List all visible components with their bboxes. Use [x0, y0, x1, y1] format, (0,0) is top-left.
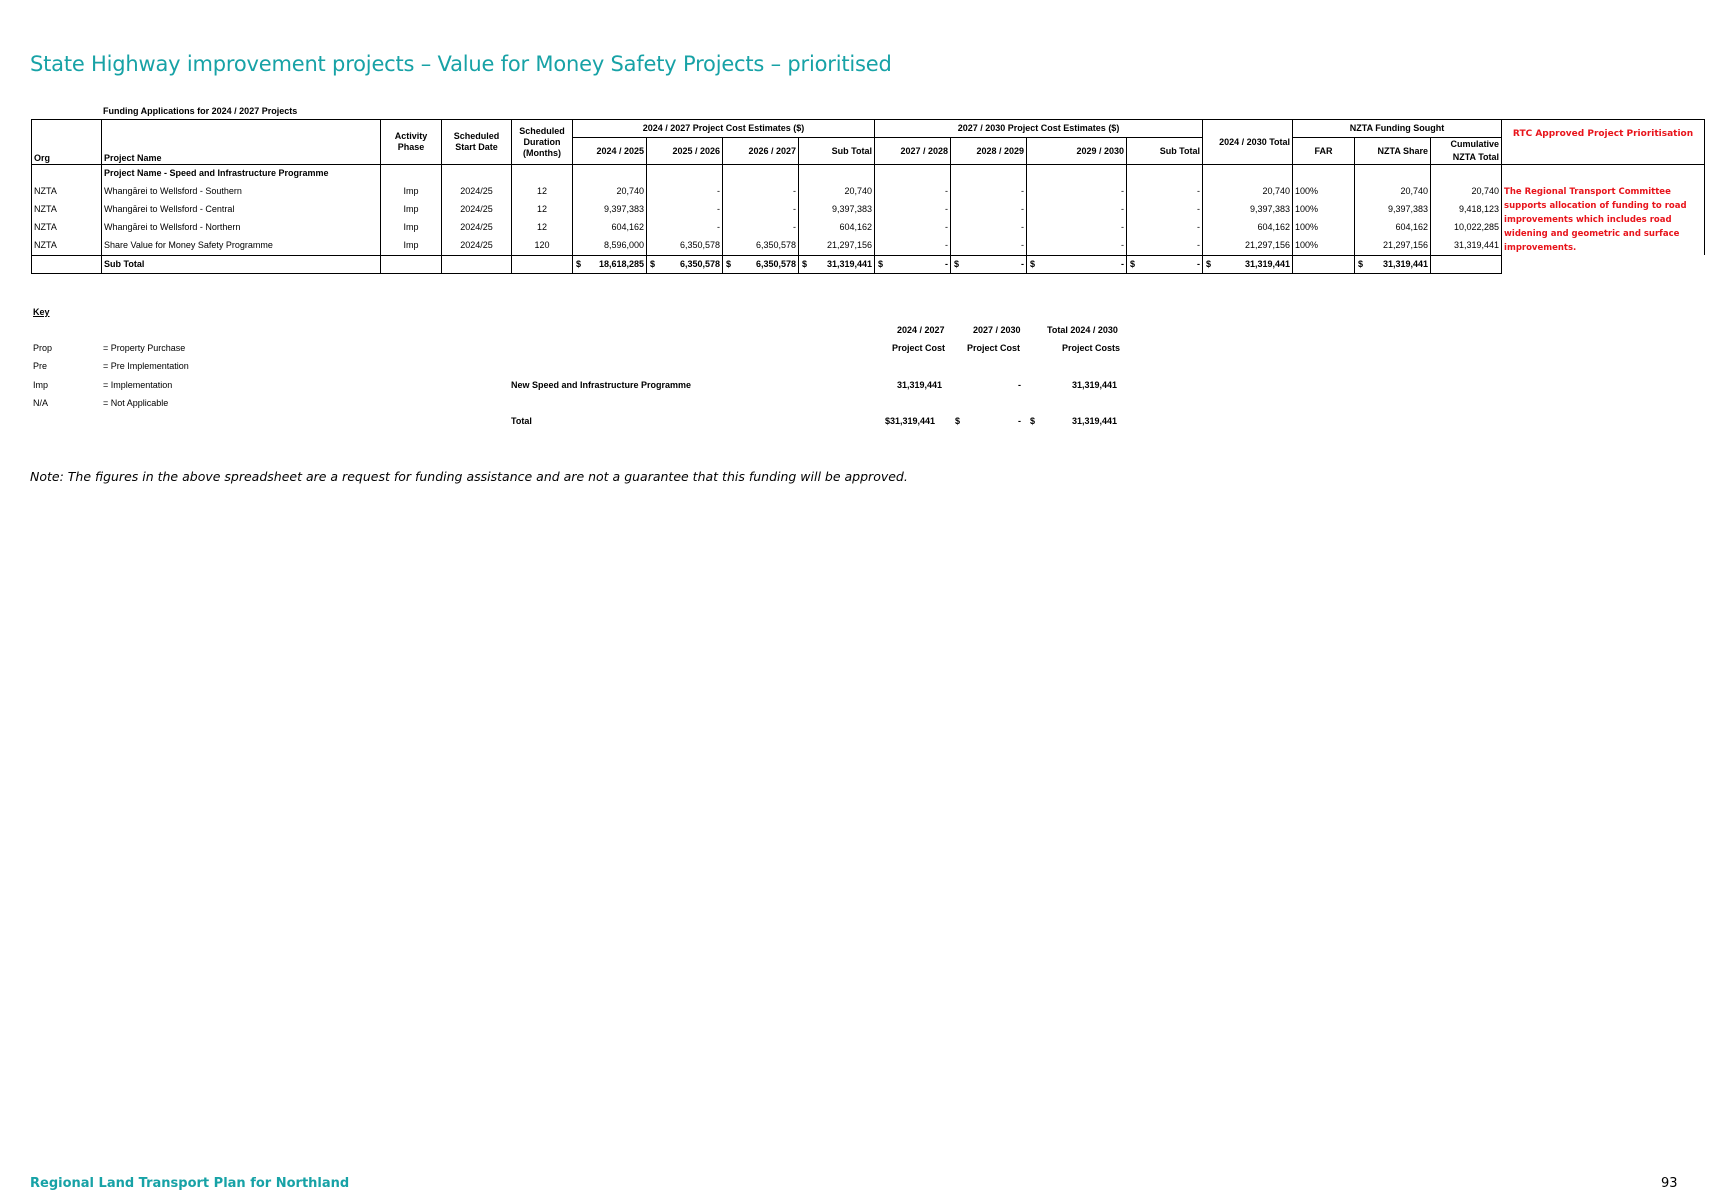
cell-subtotal-b: -: [1127, 183, 1203, 201]
cell-y2526: -: [647, 201, 723, 219]
section-label: Project Name - Speed and Infrastructure Programme: [102, 165, 381, 183]
summary-total-c2-currency: $: [955, 416, 961, 426]
header-far: FAR: [1293, 138, 1355, 165]
cell-y2930: -: [1027, 201, 1127, 219]
subtotal-y2627: $ 6,350,578: [723, 255, 799, 273]
cell-subtotal-b: -: [1127, 237, 1203, 255]
subtotal-total: $ 31,319,441: [1203, 255, 1293, 273]
key-desc: = Not Applicable: [103, 398, 169, 408]
cell-y2425: 8,596,000: [573, 237, 647, 255]
subtotal-y2425: $ 18,618,285: [573, 255, 647, 273]
cell-project-name: Whangārei to Wellsford - Central: [102, 201, 381, 219]
cell-y2829: -: [951, 219, 1027, 237]
cell-total: 21,297,156: [1203, 237, 1293, 255]
cell-project-name: Whangārei to Wellsford - Northern: [102, 219, 381, 237]
summary-total-c3-currency: $: [1030, 416, 1036, 426]
summary-row-label: New Speed and Infrastructure Programme: [511, 380, 692, 390]
cell-y2930: -: [1027, 219, 1127, 237]
cell-duration: 120: [512, 237, 573, 255]
header-subtotal-a: Sub Total: [799, 138, 875, 165]
cell-y2728: -: [875, 201, 951, 219]
subtotal-y2728: $ -: [875, 255, 951, 273]
key-code: N/A: [33, 398, 49, 408]
summary-total-c1: $31,319,441: [885, 416, 936, 426]
currency-symbol: $: [576, 258, 582, 269]
cell-y2728: -: [875, 219, 951, 237]
table-row: [32, 237, 1705, 255]
cell-y2425: 20,740: [573, 183, 647, 201]
currency-symbol: $: [802, 258, 808, 269]
summary-col1-bottom: Project Cost: [892, 343, 946, 353]
cell-total: 604,162: [1203, 219, 1293, 237]
cell-start: 2024/25: [442, 237, 512, 255]
cell-y2930: -: [1027, 237, 1127, 255]
cell-y2930: -: [1027, 183, 1127, 201]
key-desc: = Pre Implementation: [103, 361, 189, 371]
table-row: [32, 219, 1705, 237]
cell-y2829: -: [951, 237, 1027, 255]
cell-duration: 12: [512, 201, 573, 219]
currency-symbol: $: [1358, 258, 1364, 269]
cell-subtotal-a: 21,297,156: [799, 237, 875, 255]
cell-far: 100%: [1293, 237, 1355, 255]
cell-org: NZTA: [32, 219, 102, 237]
header-y2028-2029: 2028 / 2029: [951, 138, 1027, 165]
cell-share: 9,397,383: [1355, 201, 1431, 219]
header-y2029-2030: 2029 / 2030: [1027, 138, 1127, 165]
cell-start: 2024/25: [442, 183, 512, 201]
table-row: [32, 183, 1705, 201]
header-group-2027-2030: 2027 / 2030 Project Cost Estimates ($): [875, 120, 1203, 138]
cell-y2425: 9,397,383: [573, 201, 647, 219]
cell-phase: Imp: [381, 183, 442, 201]
cell-subtotal-b: -: [1127, 219, 1203, 237]
cell-y2526: 6,350,578: [647, 237, 723, 255]
section-row: [32, 165, 1705, 183]
cell-share: 604,162: [1355, 219, 1431, 237]
key-title: Key: [33, 307, 50, 317]
cell-org: NZTA: [32, 201, 102, 219]
cell-y2728: -: [875, 237, 951, 255]
header-start-date: Scheduled Start Date: [442, 120, 512, 165]
header-y2024-2025: 2024 / 2025: [573, 138, 647, 165]
cell-y2829: -: [951, 183, 1027, 201]
cell-far: 100%: [1293, 201, 1355, 219]
cell-far: 100%: [1293, 183, 1355, 201]
summary-total-c3: 31,319,441: [1072, 416, 1118, 426]
summary-row-c3: 31,319,441: [1072, 380, 1118, 390]
currency-symbol: $: [878, 258, 884, 269]
cell-org: NZTA: [32, 237, 102, 255]
header-subtotal-b: Sub Total: [1127, 138, 1203, 165]
cell-project-name: Whangārei to Wellsford - Southern: [102, 183, 381, 201]
cell-y2627: -: [723, 219, 799, 237]
key-desc: = Implementation: [103, 380, 173, 390]
cell-y2627: -: [723, 183, 799, 201]
header-org: Org: [32, 120, 102, 165]
page-title: State Highway improvement projects – Value for Money Safety Projects – prioritised: [30, 52, 892, 76]
subtotal-y2526: $ 6,350,578: [647, 255, 723, 273]
subtotal-y2930: $ -: [1027, 255, 1127, 273]
subtotal-sub-b: $ -: [1127, 255, 1203, 273]
cell-y2425: 604,162: [573, 219, 647, 237]
summary-col2-bottom: Project Cost: [967, 343, 1021, 353]
summary-col3-top: Total 2024 / 2030: [1047, 325, 1118, 335]
header-nzta-share: NZTA Share: [1355, 138, 1431, 165]
cell-far: 100%: [1293, 219, 1355, 237]
header-activity-phase: Activity Phase: [381, 120, 442, 165]
currency-symbol: $: [650, 258, 656, 269]
cell-project-name: Share Value for Money Safety Programme: [102, 237, 381, 255]
header-y2027-2028: 2027 / 2028: [875, 138, 951, 165]
key-desc: = Property Purchase: [103, 343, 186, 353]
cell-org: NZTA: [32, 183, 102, 201]
cell-y2627: 6,350,578: [723, 237, 799, 255]
currency-symbol: $: [1206, 258, 1212, 269]
cell-y2829: -: [951, 201, 1027, 219]
summary-col3-bottom: Project Costs: [1062, 343, 1121, 353]
summary-row-c2: -: [1018, 380, 1021, 390]
rtc-note: The Regional Transport Committee supports allocation of funding to road improvements which includes road widening and geometric and surface improvements.: [1502, 165, 1705, 256]
summary-col2-top: 2027 / 2030: [973, 325, 1021, 335]
cell-duration: 12: [512, 219, 573, 237]
currency-symbol: $: [726, 258, 732, 269]
summary-total-c2: -: [1018, 416, 1021, 426]
summary-col1-top: 2024 / 2027: [897, 325, 945, 335]
header-total-2024-2030: 2024 / 2030 Total: [1203, 120, 1293, 165]
header-cumulative: Cumulative NZTA Total: [1431, 138, 1502, 165]
summary-row-c1: 31,319,441: [897, 380, 943, 390]
cell-cumulative: 31,319,441: [1431, 237, 1502, 255]
currency-symbol: $: [1030, 258, 1036, 269]
currency-symbol: $: [1130, 258, 1136, 269]
cell-y2728: -: [875, 183, 951, 201]
header-group-nzta: NZTA Funding Sought: [1293, 120, 1502, 138]
header-project-name: Project Name: [102, 120, 381, 165]
cell-cumulative: 20,740: [1431, 183, 1502, 201]
cell-y2627: -: [723, 201, 799, 219]
cell-y2526: -: [647, 219, 723, 237]
subtotal-share: $ 31,319,441: [1355, 255, 1431, 273]
cell-phase: Imp: [381, 201, 442, 219]
funding-table: [31, 119, 1705, 274]
cell-cumulative: 10,022,285: [1431, 219, 1502, 237]
cell-y2526: -: [647, 183, 723, 201]
key-code: Pre: [33, 361, 48, 371]
key-code: Imp: [33, 380, 49, 390]
header-y2025-2026: 2025 / 2026: [647, 138, 723, 165]
table-caption: Funding Applications for 2024 / 2027 Projects: [103, 106, 298, 116]
cell-total: 9,397,383: [1203, 201, 1293, 219]
cell-subtotal-a: 604,162: [799, 219, 875, 237]
header-group-2024-2027: 2024 / 2027 Project Cost Estimates ($): [573, 120, 875, 138]
subtotal-row: [32, 255, 1705, 273]
key-code: Prop: [33, 343, 53, 353]
currency-symbol: $: [954, 258, 960, 269]
header-y2026-2027: 2026 / 2027: [723, 138, 799, 165]
table-row: [32, 201, 1705, 219]
cell-subtotal-a: 20,740: [799, 183, 875, 201]
cell-total: 20,740: [1203, 183, 1293, 201]
header-rtc: RTC Approved Project Prioritisation: [1502, 120, 1705, 165]
header-duration: Scheduled Duration (Months): [512, 120, 573, 165]
cell-cumulative: 9,418,123: [1431, 201, 1502, 219]
cell-share: 20,740: [1355, 183, 1431, 201]
cell-start: 2024/25: [442, 201, 512, 219]
header-group-row: [32, 120, 1705, 138]
subtotal-y2829: $ -: [951, 255, 1027, 273]
summary-total-label: Total: [511, 416, 532, 426]
subtotal-sub-a: $ 31,319,441: [799, 255, 875, 273]
cell-duration: 12: [512, 183, 573, 201]
disclaimer-note: Note: The figures in the above spreadsheet are a request for funding assistance and are not a guarantee that this funding will be approved.: [30, 469, 908, 484]
cell-phase: Imp: [381, 219, 442, 237]
cell-share: 21,297,156: [1355, 237, 1431, 255]
footer-document-title: Regional Land Transport Plan for Northland: [30, 1176, 350, 1191]
cell-subtotal-b: -: [1127, 201, 1203, 219]
cell-phase: Imp: [381, 237, 442, 255]
cell-subtotal-a: 9,397,383: [799, 201, 875, 219]
subtotal-label: Sub Total: [102, 255, 381, 273]
page-number: 93: [1661, 1176, 1678, 1191]
cell-start: 2024/25: [442, 219, 512, 237]
